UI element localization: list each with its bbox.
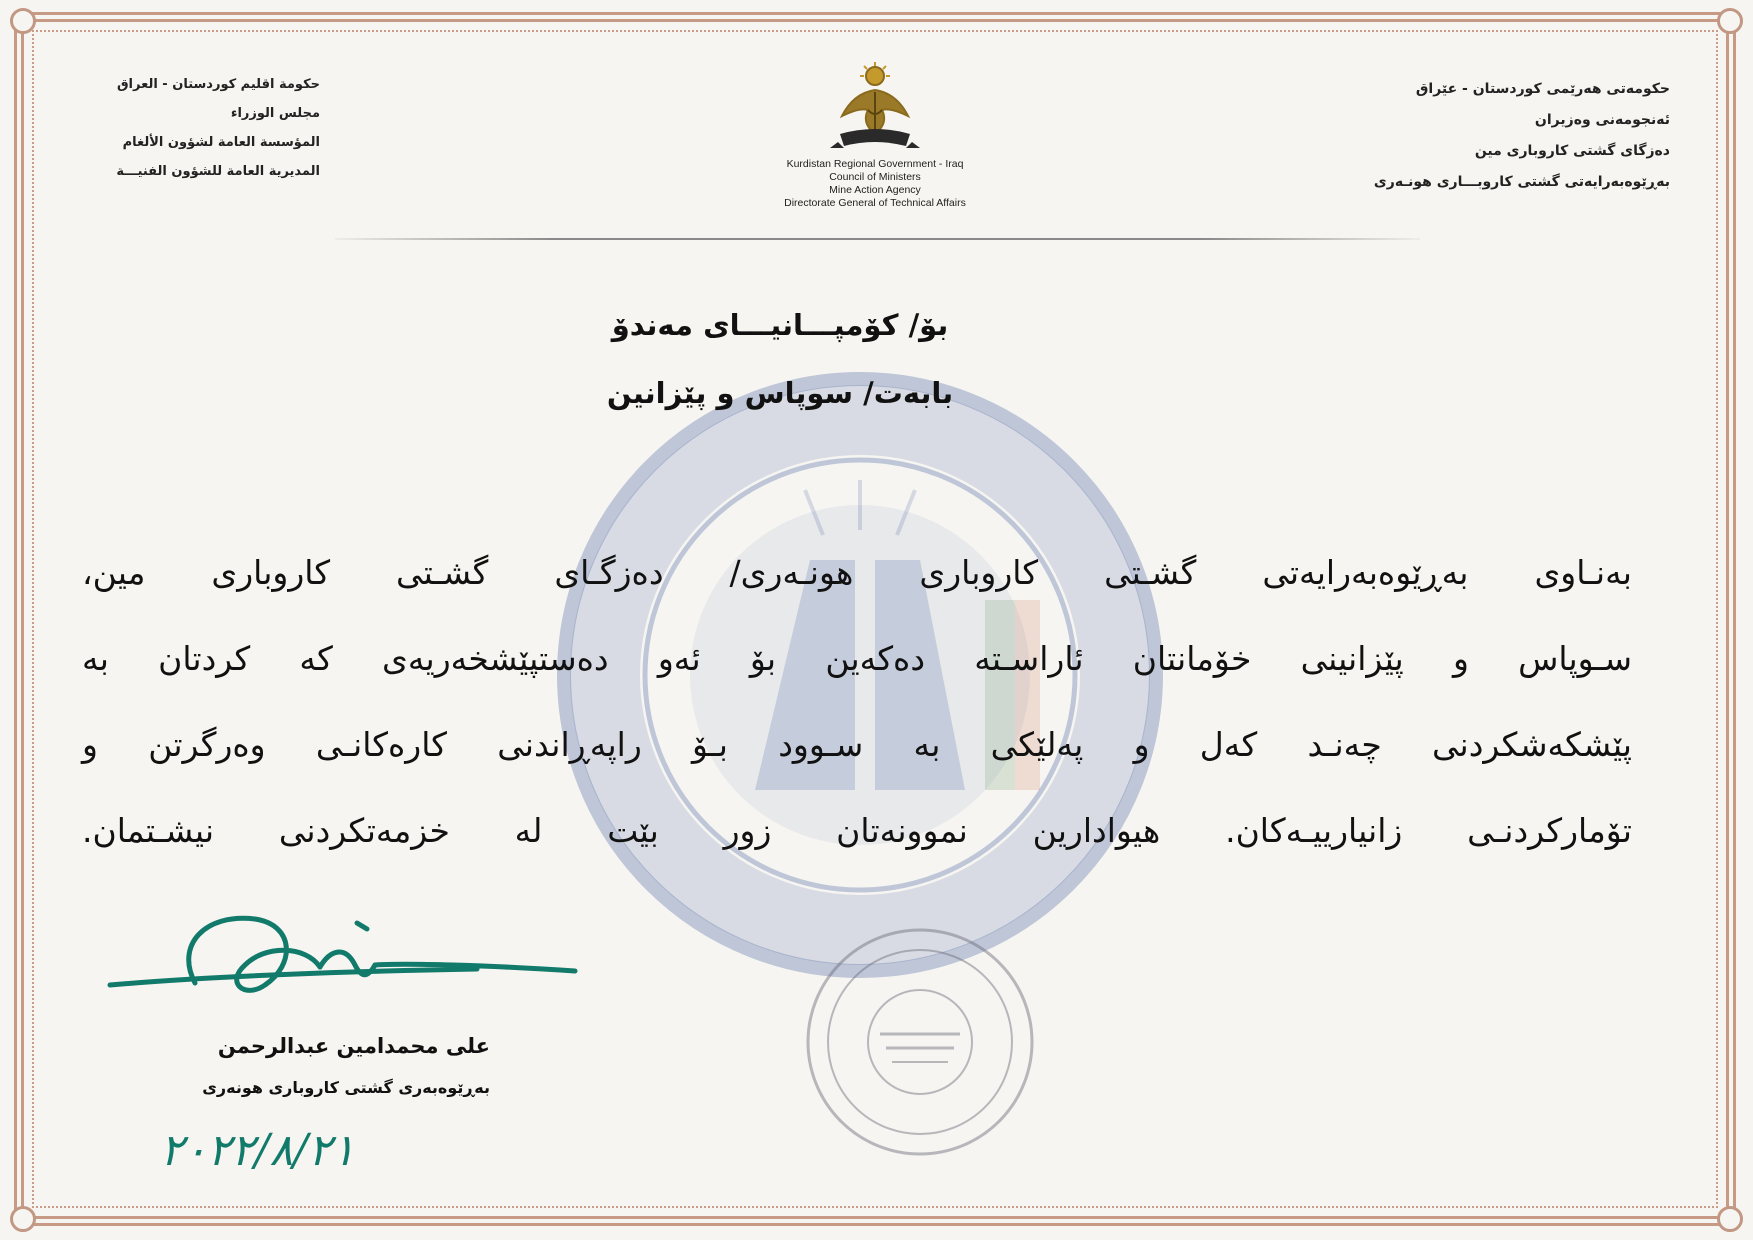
header-arabic-line: المديرية العامة للشؤون الفنيـــة — [116, 164, 320, 179]
signer-name: علی محمدامین عبدالرحمن — [217, 1034, 490, 1058]
header-arabic-block — [60, 70, 320, 186]
header-arabic-line: المؤسسة العامة لشؤون الألغام — [122, 135, 320, 150]
header-kurdish-line: حکومەتی هەرێمی کوردستان - عێراق — [1415, 81, 1670, 97]
body-line: پێشکەشکردنی چەنـد کەل و پەلێکی بە سـوود بـۆ راپەڕاندنی کارەکانـی وەرگرتن و — [82, 725, 1632, 764]
header-english-block — [725, 62, 1025, 210]
header-kurdish-line: دەزگای گشتی کاروباری مین — [1474, 143, 1670, 159]
body-line: تۆمارکردنـی زانیارییـەکان. هیوادارین نموونەتان زور بێت لە خزمەتکردنی نیشـتمان. — [82, 811, 1632, 850]
official-stamp-icon — [800, 922, 1040, 1162]
handwritten-signature — [105, 905, 665, 1015]
letter-body — [82, 530, 1632, 874]
subject-line: بابەت/ سوپاس و پێزانین — [606, 376, 954, 410]
header-kurdish-block — [1370, 74, 1670, 198]
recipient-line: بۆ/ کۆمپـــانیـــای مەندۆ — [611, 308, 949, 342]
corner-ornament-icon — [10, 8, 36, 34]
body-line: سـوپاس و پێزانینی خۆمانتان ئاراسـتە دەکەین بۆ ئەو دەستپێشخەریەی کە کردتان بە — [82, 639, 1632, 678]
header-english-line: Mine Action Agency — [829, 184, 921, 196]
header-english-line: Directorate General of Technical Affairs — [784, 197, 966, 209]
header-kurdish-line: بەڕێوەبەرایەتی گشتی کاروبـــاری هونـەری — [1373, 174, 1670, 190]
header-english-line: Council of Ministers — [829, 171, 921, 183]
corner-ornament-icon — [10, 1206, 36, 1232]
header-kurdish-line: ئەنجومەنی وەزیران — [1534, 112, 1670, 128]
header-arabic-line: مجلس الوزراء — [230, 106, 320, 121]
header-arabic-line: حكومة اقليم كوردستان - العراق — [116, 77, 320, 92]
body-line: بەنـاوی بەڕێوەبەرایەتی گشـتی کاروباری هونـەری/ دەزگـای گشـتی کاروباری مین، — [82, 553, 1632, 592]
signature-date: ٢٠٢٢/٨/٢١ — [160, 1125, 356, 1176]
signer-title: بەڕێوەبەری گشتی کاروباری هونەری — [202, 1078, 490, 1097]
kurdistan-emblem-icon — [820, 62, 930, 154]
header-english-line: Kurdistan Regional Government - Iraq — [786, 158, 964, 170]
corner-ornament-icon — [1717, 1206, 1743, 1232]
corner-ornament-icon — [1717, 8, 1743, 34]
header-divider — [335, 238, 1420, 240]
